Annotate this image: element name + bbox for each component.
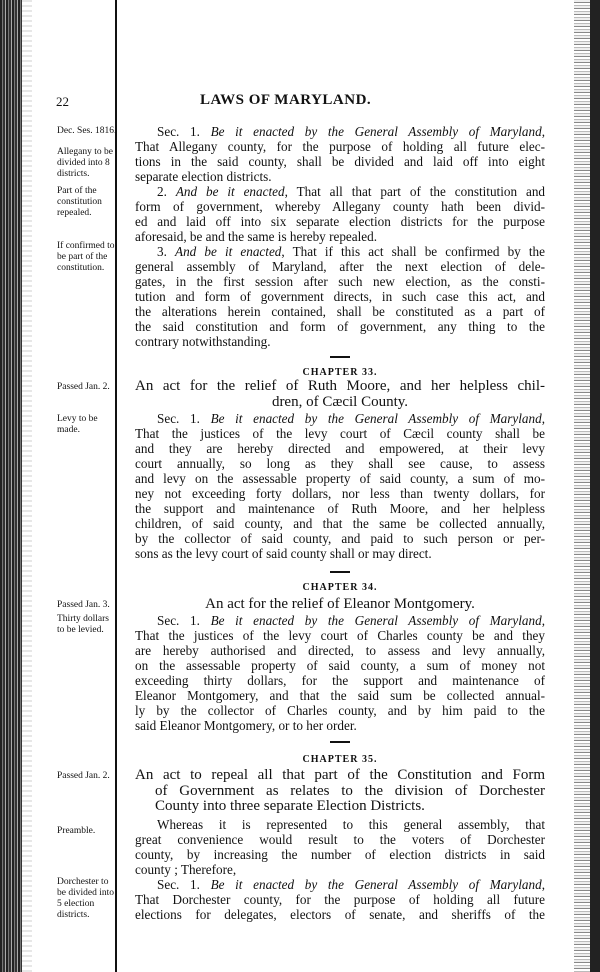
chapter-35-heading: CHAPTER 35.	[302, 754, 378, 765]
text-line: children, of said county, and that the same be collected annually,	[135, 516, 545, 531]
text-line: general assembly of Maryland, after the next election of dele-	[135, 259, 545, 274]
text-line: That Allegany county, for the purpose of holding all future elec-	[135, 139, 545, 154]
chapter-35-text	[135, 817, 545, 922]
text-line: tions in the said county, shall be divided and laid off into eight	[135, 154, 545, 169]
side-note-passed-33: Passed Jan. 2.	[57, 382, 110, 392]
side-note-thirty-dollars: Thirty dollars to be levied.	[57, 614, 109, 635]
text-line: ed and laid off into six separate election districts for the purpose	[135, 214, 545, 229]
text-line: An act to repeal all that part of the Constitution and Form	[135, 767, 545, 783]
text-line: That Dorchester county, for the purpose of holding all future	[135, 892, 545, 907]
text-line: Eleanor Montgomery, and that the said sum be collected annual-	[135, 688, 545, 703]
text-line: Whereas it is represented to this general assembly, that	[157, 817, 545, 832]
side-note-preamble: Preamble.	[57, 826, 96, 836]
text-line: sons as the levy court of said county shall or may direct.	[135, 546, 432, 561]
text-line: aforesaid, be and the same is hereby repealed.	[135, 229, 378, 244]
text-line: Sec. 1. Be it enacted by the General Assembly of Maryland,	[157, 877, 545, 892]
text-line: exceeding thirty dollars, for the support and maintenance of	[135, 673, 545, 688]
page-number: 22	[56, 94, 69, 109]
text-line: the support and maintenance of Ruth Moore, and her helpless	[135, 501, 545, 516]
text-line: Sec. 1. Be it enacted by the General Assembly of Maryland,	[157, 124, 545, 139]
text-line: separate election districts.	[135, 169, 272, 184]
text-line: ly by the collector of Charles county, and by him paid to the	[135, 703, 545, 718]
text-line: tution and form of government directs, in such case this act, and	[135, 289, 545, 304]
text-line: said Eleanor Montgomery, or to her order.	[135, 718, 357, 733]
text-line: gates, in the first session after such new election, as the consti-	[135, 274, 545, 289]
side-note-allegany: Allegany to be divided into 8 districts.	[57, 147, 113, 179]
scan-edge-left	[0, 0, 22, 972]
text-line: on the assessable property of said county, a sum of money not	[135, 658, 545, 673]
section-divider	[330, 741, 350, 743]
side-note-dorchester: Dorchester to be divided into 5 election districts.	[57, 877, 114, 920]
text-line: elections for delegates, electors of senate, and sheriffs of the	[135, 907, 545, 922]
side-note-passed-34: Passed Jan. 3.	[57, 600, 110, 610]
side-note-confirmed: If confirmed to be part of the constitution.	[57, 241, 115, 273]
text-line: by the collector of said county, and paid to such person or per-	[135, 531, 545, 546]
side-note-levy: Levy to be made.	[57, 414, 98, 435]
text-line: and they are hereby directed and empowered, at their levy	[135, 441, 545, 456]
chapter-35-title	[135, 768, 545, 815]
chapter-34-text	[135, 613, 545, 733]
text-line: the alterations herein contained, shall be constituted as a part of	[135, 304, 545, 319]
scan-margin-left	[22, 0, 32, 972]
text-line: An act for the relief of Eleanor Montgomery.	[205, 596, 475, 612]
chapter-32-text	[135, 124, 545, 349]
text-line: That the justices of the levy court of Charles county be and they	[135, 628, 545, 643]
side-note-session: Dec. Ses. 1816.	[57, 126, 117, 136]
text-line: County into three separate Election Districts.	[155, 798, 425, 814]
running-title: LAWS OF MARYLAND.	[200, 92, 372, 108]
text-line: ney not exceeding forty dollars, nor less than twenty dollars, for	[135, 486, 545, 501]
text-line: great convenience would result to the voters of Dorchester	[135, 832, 545, 847]
text-line: the said constitution and form of government, any thing to the	[135, 319, 545, 334]
text-line: An act for the relief of Ruth Moore, and her helpless chil-	[135, 378, 545, 394]
text-line: are hereby authorised and directed, to assess and levy annually,	[135, 643, 545, 658]
chapter-34-heading: CHAPTER 34.	[302, 582, 378, 593]
text-line: dren, of Cæcil County.	[271, 393, 409, 410]
text-line: 3. And be it enacted, That if this act shall be confirmed by the	[157, 244, 545, 259]
section-divider	[330, 356, 350, 358]
text-line: county ; Therefore,	[135, 862, 237, 877]
chapter-33-text	[135, 411, 545, 561]
text-line: and levy on the assessable property of said county, a sum of mo-	[135, 471, 545, 486]
chapter-33-title	[135, 379, 545, 410]
text-line: contrary notwithstanding.	[135, 334, 271, 349]
section-divider	[330, 571, 350, 573]
text-line: That the justices of the levy court of Cæcil county shall be	[135, 426, 545, 441]
text-line: Sec. 1. Be it enacted by the General Assembly of Maryland,	[157, 411, 545, 426]
text-line: form of government, whereby Allegany county hath been divid-	[135, 199, 545, 214]
text-line: county, by increasing the number of election districts in said	[135, 847, 545, 862]
text-line: 2. And be it enacted, That all that part of the constitution and	[157, 184, 546, 199]
text-line: of Government as relates to the division of Dorchester	[155, 782, 545, 799]
chapter-33-heading: CHAPTER 33.	[302, 367, 378, 378]
scan-edge-right-dark	[590, 0, 600, 972]
side-note-passed-35: Passed Jan. 2.	[57, 771, 110, 781]
text-line: court annually, so long as they shall see cause, to assess	[135, 456, 545, 471]
side-note-repealed: Part of the constitution repealed.	[57, 186, 102, 218]
text-line: Sec. 1. Be it enacted by the General Assembly of Maryland,	[157, 613, 545, 628]
chapter-34-title	[135, 597, 545, 613]
